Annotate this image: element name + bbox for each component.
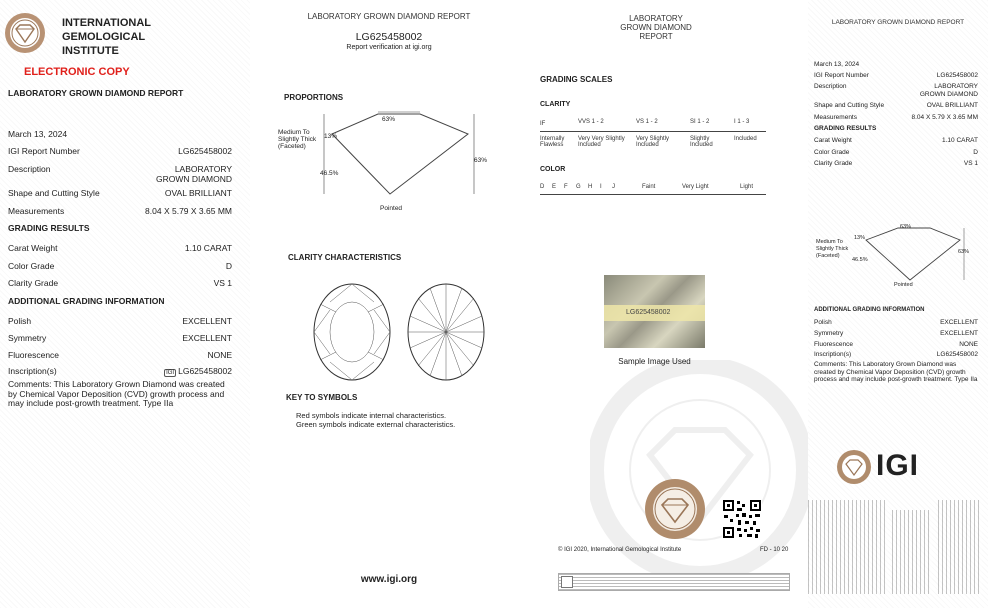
diamond-profile xyxy=(332,114,468,194)
form-code: FD - 10 20 xyxy=(760,547,789,553)
prop-table-label: 63% xyxy=(382,116,396,123)
color-grade-h: H xyxy=(588,184,593,190)
row-fluorescence xyxy=(8,350,232,360)
panel4-date: March 13, 2024 xyxy=(814,61,860,68)
color-word-very-light: Very Light xyxy=(682,184,709,190)
label: Symmetry xyxy=(8,333,47,343)
grading-scales-heading: GRADING SCALES xyxy=(540,75,613,84)
color-word-light: Light xyxy=(740,184,754,190)
clarity-grade-if: IF xyxy=(540,121,546,127)
label: Inscription(s) xyxy=(814,351,852,358)
value: EXCELLENT xyxy=(940,319,978,326)
website-link[interactable]: www.igi.org xyxy=(360,574,418,585)
label: Clarity Grade xyxy=(8,278,59,288)
logo-line-2: GEMOLOGICAL xyxy=(62,31,146,43)
clarity-grade-i: I 1 - 3 xyxy=(734,119,750,125)
p4-additional: ADDITIONAL GRADING INFORMATION xyxy=(814,307,925,313)
clarity-desc-vvs: Very Very Slightly Included xyxy=(578,136,625,148)
clarity-grade-si: SI 1 - 2 xyxy=(690,119,710,125)
p4-row-report-number xyxy=(814,72,978,79)
label: Carat Weight xyxy=(8,243,58,253)
row-carat xyxy=(8,243,232,253)
clarity-characteristics-heading: CLARITY CHARACTERISTICS xyxy=(288,253,402,262)
copyright-text: © IGI 2020, International Gemological Institute xyxy=(558,547,682,553)
logo-line-3: INSTITUTE xyxy=(62,45,119,57)
value: NONE xyxy=(959,341,978,348)
row-description xyxy=(8,164,232,184)
value: EXCELLENT xyxy=(182,316,232,326)
clarity-grade-vvs: VVS 1 - 2 xyxy=(578,119,604,125)
clarity-scale-line xyxy=(540,131,766,132)
label: Polish xyxy=(8,316,32,326)
value: LABORATORY GROWN DIAMOND xyxy=(919,83,978,98)
row-symmetry xyxy=(8,333,232,343)
clarity-desc-si: Slightly Included xyxy=(690,136,713,148)
clarity-plot-crown xyxy=(312,282,392,382)
p4-comments: Comments: This Laboratory Grown Diamond was created by Chemical Vapor Deposition (CVD) growth process and may include post-growth treatment. Type IIa xyxy=(814,361,978,383)
label: Shape and Cutting Style xyxy=(8,188,100,198)
p4-row-inscription xyxy=(814,351,978,358)
color-grade-d: D xyxy=(540,184,545,190)
grading-results-heading: GRADING RESULTS xyxy=(8,223,90,233)
sample-inscription-image xyxy=(604,275,705,348)
value: NONE xyxy=(207,350,232,360)
value: LG625458002 xyxy=(936,351,978,358)
p4-row-symmetry xyxy=(814,330,978,337)
verification-text: Report verification at igi.org xyxy=(346,44,432,51)
color-grade-g: G xyxy=(576,184,581,190)
p4-row-carat xyxy=(814,137,978,144)
color-grade-e: E xyxy=(552,184,557,190)
row-shape xyxy=(8,188,232,198)
clarity-desc-i: Included xyxy=(734,136,757,142)
inscription-value: LG625458002 xyxy=(178,366,232,376)
clarity-grade-vs: VS 1 - 2 xyxy=(636,119,658,125)
prop-depth-label: 63% xyxy=(474,157,488,164)
panel2-header: LABORATORY GROWN DIAMOND REPORT xyxy=(307,12,471,21)
report-panel-left xyxy=(0,0,250,608)
prop-culet-label: Pointed xyxy=(380,205,403,212)
p4-row-polish xyxy=(814,319,978,326)
comments: Comments: This Laboratory Grown Diamond was created by Chemical Vapor Deposition (CVD) growth process and may include post-growth treatment. Type IIa xyxy=(8,379,225,408)
p4-row-description xyxy=(814,83,978,98)
igi-mini-logo-icon: IGI xyxy=(166,370,175,376)
row-clarity xyxy=(8,278,232,288)
label: Inscription(s) xyxy=(8,366,57,376)
report-panel-grading-scales xyxy=(530,0,790,608)
value: 1.10 CARAT xyxy=(941,137,978,144)
disclaimer-icon xyxy=(561,576,573,588)
label: Carat Weight xyxy=(814,137,852,144)
label: Fluorescence xyxy=(814,341,854,348)
value: VS 1 xyxy=(963,160,978,167)
label: IGI Report Number xyxy=(8,146,80,156)
row-polish xyxy=(8,316,232,326)
value: LG625458002 xyxy=(936,72,978,79)
p4-grading-results: GRADING RESULTS xyxy=(814,125,877,132)
igi-gold-seal-icon xyxy=(644,478,706,540)
disclaimer-strip xyxy=(558,573,790,591)
row-color xyxy=(8,261,232,271)
institute-name xyxy=(62,16,151,58)
value: EXCELLENT xyxy=(940,330,978,337)
logo-line-1: INTERNATIONAL xyxy=(62,17,152,29)
value: 8.04 X 5.79 X 3.65 MM xyxy=(145,206,232,216)
clarity-scale-heading: CLARITY xyxy=(540,101,571,108)
prop-girdle-label: Medium To Slightly Thick (Faceted) xyxy=(278,129,317,150)
label: Fluorescence xyxy=(8,350,60,360)
value: LG625458002 xyxy=(178,146,232,156)
panel3-header: LABORATORY GROWN DIAMOND REPORT xyxy=(620,14,692,41)
rotated-summary-mid xyxy=(892,510,932,594)
value: D xyxy=(225,261,232,271)
rotated-summary-left xyxy=(808,500,888,594)
p4-row-color xyxy=(814,149,978,156)
value: LABORATORY GROWN DIAMOND xyxy=(155,164,232,184)
p4-row-measurements xyxy=(814,114,978,121)
row-measurements xyxy=(8,206,232,216)
p4-prop-crown: 13% xyxy=(854,235,866,241)
value: EXCELLENT xyxy=(182,333,232,343)
proportions-diagram xyxy=(310,108,490,208)
label: Description xyxy=(8,164,51,174)
rotated-summary-right xyxy=(938,500,982,594)
color-scale-line xyxy=(540,194,766,195)
p4-prop-pavilion: 46.5% xyxy=(852,257,868,263)
p4-prop-depth: 63% xyxy=(958,249,970,255)
label: Polish xyxy=(814,319,832,326)
label: Symmetry xyxy=(814,330,844,337)
color-grade-j: J xyxy=(612,184,615,190)
label: Measurements xyxy=(814,114,857,121)
label: Color Grade xyxy=(8,261,55,271)
value: OVAL BRILLIANT xyxy=(164,188,232,198)
p4-igi-seal-icon xyxy=(836,449,872,485)
key-to-symbols-heading: KEY TO SYMBOLS xyxy=(286,393,358,402)
p4-prop-culet: Pointed xyxy=(894,282,913,288)
value xyxy=(164,366,232,376)
p4-row-fluorescence xyxy=(814,341,978,348)
p4-prop-table: 63% xyxy=(900,224,912,230)
label: Shape and Cutting Style xyxy=(814,102,885,109)
value: D xyxy=(973,149,978,156)
sample-inscription-text: LG625458002 xyxy=(626,309,671,316)
label: Measurements xyxy=(8,206,65,216)
report-number-large: LG625458002 xyxy=(355,31,423,43)
row-inscription xyxy=(8,366,232,376)
color-grade-i: I xyxy=(600,184,602,190)
qr-code-icon[interactable] xyxy=(722,499,762,539)
value: OVAL BRILLIANT xyxy=(926,102,978,109)
prop-pavilion-label: 46.5% xyxy=(320,170,339,177)
color-grade-f: F xyxy=(564,184,568,190)
key-line-red: Red symbols indicate internal characteristics. xyxy=(296,411,447,420)
proportions-heading: PROPORTIONS xyxy=(284,93,344,102)
value: 1.10 CARAT xyxy=(184,243,232,253)
p4-row-clarity xyxy=(814,160,978,167)
sample-caption: Sample Image Used xyxy=(618,357,691,366)
value: VS 1 xyxy=(213,278,232,288)
clarity-plot-pavilion xyxy=(406,282,486,382)
label: Clarity Grade xyxy=(814,160,853,167)
igi-brand-text: IGI xyxy=(876,449,920,482)
p4-proportions-diagram xyxy=(860,224,970,286)
report-date: March 13, 2024 xyxy=(8,129,68,139)
prop-crown-label: 13% xyxy=(324,133,338,140)
clarity-desc-vs: Very Slightly Included xyxy=(636,136,670,148)
report-title: LABORATORY GROWN DIAMOND REPORT xyxy=(8,88,184,98)
igi-seal-icon xyxy=(4,12,46,54)
p4-diamond-profile xyxy=(866,228,960,280)
report-panel-proportions xyxy=(270,0,520,608)
p4-prop-girdle: Medium To Slightly Thick (Faceted) xyxy=(816,239,849,259)
color-word-faint: Faint xyxy=(642,184,656,190)
additional-info-heading: ADDITIONAL GRADING INFORMATION xyxy=(8,296,165,306)
electronic-copy-label: ELECTRONIC COPY xyxy=(24,66,130,78)
label: IGI Report Number xyxy=(814,72,869,79)
clarity-desc-if: Internally Flawless xyxy=(540,136,565,148)
key-line-green: Green symbols indicate external characteristics. xyxy=(296,420,456,429)
report-panel-summary xyxy=(808,0,988,608)
label: Color Grade xyxy=(814,149,850,156)
value: 8.04 X 5.79 X 3.65 MM xyxy=(911,114,978,121)
row-report-number xyxy=(8,146,232,156)
color-scale-heading: COLOR xyxy=(540,166,566,173)
panel4-header: LABORATORY GROWN DIAMOND REPORT xyxy=(831,19,965,26)
label: Description xyxy=(814,83,847,90)
p4-row-shape xyxy=(814,102,978,109)
